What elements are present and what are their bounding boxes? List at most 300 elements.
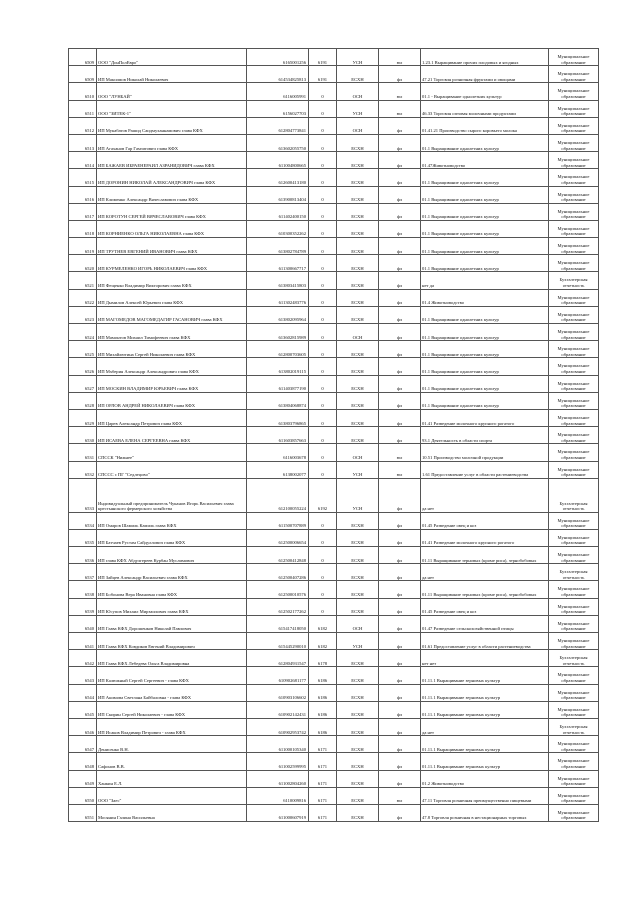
table-row bbox=[69, 478, 599, 512]
row-number: 6523 bbox=[69, 306, 97, 323]
taxpayer-type-cell: фл bbox=[379, 718, 421, 735]
status-cell: Муниципальное образование bbox=[549, 547, 599, 564]
taxpayer-type-cell: фл bbox=[379, 633, 421, 650]
table-row bbox=[69, 100, 599, 117]
inn-cell: 612500010576 bbox=[247, 581, 309, 598]
activity-cell: 01.1 Выращивание однолетних культур bbox=[421, 186, 549, 203]
row-number: 6546 bbox=[69, 718, 97, 735]
taxpayer-type-cell: фл bbox=[379, 598, 421, 615]
oktmo-cell: 6171 bbox=[309, 736, 337, 753]
company-name: ООО "ЗИТЕК-1" bbox=[97, 100, 247, 117]
activity-cell: 01.1 Выращивание однолетних культур bbox=[421, 358, 549, 375]
taxpayer-type-cell: фл bbox=[379, 289, 421, 306]
company-name: СПССС с ПГ "Седлецово" bbox=[97, 461, 247, 478]
row-number: 6540 bbox=[69, 615, 97, 632]
tax-regime-cell: УСН bbox=[337, 49, 379, 66]
company-name: Индивидуальный предприниматель Чуканов Игорь Васильевич глава крестьянского фермерского хозяйства bbox=[97, 478, 247, 512]
oktmo-cell: 6186 bbox=[309, 667, 337, 684]
inn-cell: 611402400150 bbox=[247, 203, 309, 220]
row-number: 6534 bbox=[69, 512, 97, 529]
taxpayer-type-cell: фл bbox=[379, 529, 421, 546]
row-number: 6517 bbox=[69, 203, 97, 220]
table-row bbox=[69, 117, 599, 134]
table-row bbox=[69, 547, 599, 564]
inn-cell: 612800703605 bbox=[247, 341, 309, 358]
inn-cell: 6116003678 bbox=[247, 444, 309, 461]
table-row bbox=[69, 581, 599, 598]
table-row bbox=[69, 392, 599, 409]
row-number: 6530 bbox=[69, 427, 97, 444]
inn-cell: 615445290010 bbox=[247, 633, 309, 650]
oktmo-cell: 0 bbox=[309, 341, 337, 358]
table-row bbox=[69, 134, 599, 151]
oktmo-cell: 0 bbox=[309, 512, 337, 529]
company-name: ИП Глава КФХ Ковдиков Евгений Владимирович bbox=[97, 633, 247, 650]
table-row bbox=[69, 272, 599, 289]
status-cell: Муниципальное образование bbox=[549, 684, 599, 701]
tax-regime-cell: ЕСХН bbox=[337, 701, 379, 718]
taxpayer-type-cell: фл bbox=[379, 66, 421, 83]
oktmo-cell: 6182 bbox=[309, 633, 337, 650]
tax-regime-cell: УСН bbox=[337, 478, 379, 512]
oktmo-cell: 0 bbox=[309, 306, 337, 323]
company-name: ООО "Заес" bbox=[97, 787, 247, 804]
status-cell: Муниципальное образование bbox=[549, 341, 599, 358]
status-cell: Муниципальное образование bbox=[549, 804, 599, 821]
row-number: 6543 bbox=[69, 667, 97, 684]
tax-regime-cell: ЕСХН bbox=[337, 375, 379, 392]
table-row bbox=[69, 375, 599, 392]
activity-cell: 01.1 Выращивание однолетних культур bbox=[421, 169, 549, 186]
inn-cell: 611500707889 bbox=[247, 512, 309, 529]
inn-cell: 613802784789 bbox=[247, 238, 309, 255]
inn-cell: 611002804260 bbox=[247, 770, 309, 787]
status-cell: Муниципальное образование bbox=[549, 633, 599, 650]
inn-cell: 613602815989 bbox=[247, 324, 309, 341]
tax-regime-cell: УСН bbox=[337, 633, 379, 650]
status-cell: Муниципальное образование bbox=[549, 83, 599, 100]
company-name: ИП Фещенко Владимир Викторович глава КФХ bbox=[97, 272, 247, 289]
row-number: 6510 bbox=[69, 83, 97, 100]
activity-cell: 93.1 Деятельность в области спорта bbox=[421, 427, 549, 444]
table-row bbox=[69, 49, 599, 66]
status-cell: Муниципальное образование bbox=[549, 186, 599, 203]
status-cell: Муниципальное образование bbox=[549, 427, 599, 444]
tax-regime-cell: ОСН bbox=[337, 117, 379, 134]
tax-regime-cell: ЕСХН bbox=[337, 427, 379, 444]
taxpayer-type-cell: фл bbox=[379, 547, 421, 564]
status-cell: Муниципальное образование bbox=[549, 461, 599, 478]
tax-regime-cell: ОСН bbox=[337, 615, 379, 632]
status-cell: Муниципальное образование bbox=[549, 100, 599, 117]
company-name: ИП Зайцев Александр Васильевич глава КФХ bbox=[97, 564, 247, 581]
inn-cell: 615417418050 bbox=[247, 615, 309, 632]
company-name: ИП КУРМЕЛЕНКО ИГОРЬ НИКОЛАЕВИЧ глава КФХ bbox=[97, 255, 247, 272]
inn-cell: 611004800665 bbox=[247, 152, 309, 169]
row-number: 6514 bbox=[69, 152, 97, 169]
spreadsheet bbox=[68, 48, 598, 822]
status-cell: Муниципальное образование bbox=[549, 512, 599, 529]
oktmo-cell: 6192 bbox=[309, 478, 337, 512]
status-cell: Бухгалтерская отчетность bbox=[549, 718, 599, 735]
oktmo-cell: 0 bbox=[309, 203, 337, 220]
row-number: 6512 bbox=[69, 117, 97, 134]
row-number: 6548 bbox=[69, 753, 97, 770]
activity-cell: 47.8 Торговля розничная в нестационарных торговых bbox=[421, 804, 549, 821]
inn-cell: 612500407286 bbox=[247, 564, 309, 581]
oktmo-cell: 6171 bbox=[309, 787, 337, 804]
activity-cell: 01.41 Разведение молочного крупного рогатого bbox=[421, 409, 549, 426]
tax-regime-cell: ЕСХН bbox=[337, 564, 379, 581]
tax-regime-cell: ЕСХН bbox=[337, 753, 379, 770]
status-cell: Муниципальное образование bbox=[549, 736, 599, 753]
inn-cell: 610903106602 bbox=[247, 684, 309, 701]
table-row bbox=[69, 358, 599, 375]
taxpayer-type-cell: фл bbox=[379, 392, 421, 409]
oktmo-cell: 0 bbox=[309, 255, 337, 272]
activity-cell: 01.1 Выращивание однолетних культур bbox=[421, 392, 549, 409]
row-number: 6521 bbox=[69, 272, 97, 289]
taxpayer-type-cell: фл bbox=[379, 169, 421, 186]
row-number: 6524 bbox=[69, 324, 97, 341]
company-name: Мосянин Галина Васильевна bbox=[97, 804, 247, 821]
oktmo-cell: 0 bbox=[309, 289, 337, 306]
taxpayer-type-cell: фл bbox=[379, 375, 421, 392]
company-name: ИП Максимов Николай Николаевич bbox=[97, 66, 247, 83]
oktmo-cell: 6186 bbox=[309, 701, 337, 718]
inn-cell: 612500006654 bbox=[247, 529, 309, 546]
table-row bbox=[69, 701, 599, 718]
taxpayer-type-cell: фл bbox=[379, 117, 421, 134]
inn-cell: 612502177262 bbox=[247, 598, 309, 615]
oktmo-cell: 0 bbox=[309, 220, 337, 237]
oktmo-cell: 6171 bbox=[309, 753, 337, 770]
activity-cell: да нет bbox=[421, 564, 549, 581]
taxpayer-type-cell: фл bbox=[379, 272, 421, 289]
row-number: 6551 bbox=[69, 804, 97, 821]
inn-cell: 6165001256 bbox=[247, 49, 309, 66]
table-row bbox=[69, 770, 599, 787]
table-row bbox=[69, 461, 599, 478]
activity-cell: 01.41.21 Производство сырого коровьего молока bbox=[421, 117, 549, 134]
taxpayer-type-cell: фл bbox=[379, 358, 421, 375]
taxpayer-type-cell: фл bbox=[379, 341, 421, 358]
activity-cell: 01.47Животноводство bbox=[421, 152, 549, 169]
company-name: ИП Батчаев Рустам Сайдуллович глава КФХ bbox=[97, 529, 247, 546]
activity-cell: 1.23.1 Выращивание прочих плодовых и ягодных bbox=[421, 49, 549, 66]
oktmo-cell: 0 bbox=[309, 444, 337, 461]
tax-regime-cell: ЕСХН bbox=[337, 529, 379, 546]
taxpayer-type-cell: фл bbox=[379, 152, 421, 169]
company-name: ИП Клименко Александр Вячеславович глава КФХ bbox=[97, 186, 247, 203]
status-cell: Муниципальное образование bbox=[549, 306, 599, 323]
status-cell: Муниципальное образование bbox=[549, 255, 599, 272]
company-name: ИП Агаханов Гар Гамзатович глава КФХ bbox=[97, 134, 247, 151]
row-number: 6522 bbox=[69, 289, 97, 306]
taxpayer-type-cell: фл bbox=[379, 203, 421, 220]
company-name: ИП ТРУТНЕВ ЕВГЕНИЙ ИВАНОВИЧ глава КФХ bbox=[97, 238, 247, 255]
tax-regime-cell: ЕСХН bbox=[337, 220, 379, 237]
activity-cell: 46.33 Торговля оптовая молочными продуктами bbox=[421, 100, 549, 117]
activity-cell: 10.51 Производство молочной продукции bbox=[421, 444, 549, 461]
status-cell: Бухгалтерская отчетность bbox=[549, 478, 599, 512]
tax-regime-cell: ЕСХН bbox=[337, 186, 379, 203]
taxpayer-type-cell: фл bbox=[379, 238, 421, 255]
oktmo-cell: 6191 bbox=[309, 49, 337, 66]
oktmo-cell: 6171 bbox=[309, 804, 337, 821]
status-cell: Муниципальное образование bbox=[549, 701, 599, 718]
table-row bbox=[69, 529, 599, 546]
inn-cell: 6156027703 bbox=[247, 100, 309, 117]
row-number: 6516 bbox=[69, 186, 97, 203]
inn-cell: 611000105340 bbox=[247, 736, 309, 753]
tax-regime-cell: ЕСХН bbox=[337, 804, 379, 821]
company-name: ИП Мамонтов Михаил Тимофеевич глава КФХ bbox=[97, 324, 247, 341]
table-row bbox=[69, 804, 599, 821]
status-cell: Муниципальное образование bbox=[549, 49, 599, 66]
taxpayer-type-cell: фл bbox=[379, 684, 421, 701]
table-row bbox=[69, 427, 599, 444]
tax-regime-cell: ЕСХН bbox=[337, 581, 379, 598]
status-cell: Муниципальное образование bbox=[549, 529, 599, 546]
row-number: 6509 bbox=[69, 66, 97, 83]
row-number: 6518 bbox=[69, 220, 97, 237]
inn-cell: 611603857663 bbox=[247, 427, 309, 444]
row-number: 6542 bbox=[69, 650, 97, 667]
oktmo-cell: 0 bbox=[309, 83, 337, 100]
inn-cell: 613804068874 bbox=[247, 392, 309, 409]
taxpayer-type-cell: юл bbox=[379, 461, 421, 478]
activity-cell: 01.11.1 Выращивание зерновых культур bbox=[421, 736, 549, 753]
status-cell: Муниципальное образование bbox=[549, 134, 599, 151]
tax-regime-cell: ЕСХН bbox=[337, 547, 379, 564]
company-name: СПССК "Нижнее" bbox=[97, 444, 247, 461]
activity-cell: нет да bbox=[421, 272, 549, 289]
status-cell: Муниципальное образование bbox=[549, 152, 599, 169]
table-row bbox=[69, 409, 599, 426]
oktmo-cell: 0 bbox=[309, 409, 337, 426]
oktmo-cell: 0 bbox=[309, 547, 337, 564]
table-row bbox=[69, 341, 599, 358]
tax-regime-cell: ЕСХН bbox=[337, 718, 379, 735]
inn-cell: 613803796865 bbox=[247, 409, 309, 426]
table-row bbox=[69, 787, 599, 804]
table-row bbox=[69, 512, 599, 529]
inn-cell: 611302483776 bbox=[247, 289, 309, 306]
oktmo-cell: 0 bbox=[309, 324, 337, 341]
row-number: 6519 bbox=[69, 238, 97, 255]
table-row bbox=[69, 66, 599, 83]
oktmo-cell: 0 bbox=[309, 186, 337, 203]
taxpayer-type-cell: фл bbox=[379, 409, 421, 426]
taxpayer-type-cell: фл bbox=[379, 306, 421, 323]
status-cell: Бухгалтерская отчетность bbox=[549, 650, 599, 667]
status-cell: Муниципальное образование bbox=[549, 753, 599, 770]
taxpayer-type-cell: фл bbox=[379, 736, 421, 753]
activity-cell: 01.11 Выращивание зерновых (кроме риса), зернобобовых bbox=[421, 547, 549, 564]
taxpayer-type-cell: юл bbox=[379, 444, 421, 461]
taxpayer-type-cell: фл bbox=[379, 324, 421, 341]
status-cell: Муниципальное образование bbox=[549, 667, 599, 684]
tax-regime-cell: ЕСХН bbox=[337, 684, 379, 701]
company-name: ИП Глава КФХ Дорошенков Николай Павлович bbox=[97, 615, 247, 632]
tax-regime-cell: ЕСХН bbox=[337, 255, 379, 272]
status-cell: Муниципальное образование bbox=[549, 358, 599, 375]
inn-cell: 613802019115 bbox=[247, 358, 309, 375]
oktmo-cell: 0 bbox=[309, 581, 337, 598]
row-number: 6533 bbox=[69, 478, 97, 512]
company-name: ИП Акимова Светлана Байбаловна - глава КФХ bbox=[97, 684, 247, 701]
status-cell: Муниципальное образование bbox=[549, 615, 599, 632]
table-row bbox=[69, 667, 599, 684]
taxpayer-type-cell: фл bbox=[379, 701, 421, 718]
company-name: ИП ИСАЕВА ЕЛЕНА СЕРГЕЕВНА глава КФХ bbox=[97, 427, 247, 444]
taxpayer-type-cell: фл bbox=[379, 478, 421, 512]
activity-cell: да нет bbox=[421, 478, 549, 512]
tax-regime-cell: ОСН bbox=[337, 83, 379, 100]
tax-regime-cell: ОСН bbox=[337, 444, 379, 461]
activity-cell: 01.4 Животноводство bbox=[421, 289, 549, 306]
row-number: 6541 bbox=[69, 633, 97, 650]
tax-regime-cell: ЕСХН bbox=[337, 203, 379, 220]
inn-cell: 610300352262 bbox=[247, 220, 309, 237]
inn-cell: 613602055750 bbox=[247, 134, 309, 151]
inn-cell: 612100055224 bbox=[247, 478, 309, 512]
oktmo-cell: 0 bbox=[309, 598, 337, 615]
company-name: ИП Михайлютина Сергей Николаевич глава КФХ bbox=[97, 341, 247, 358]
tax-regime-cell: ЕСХН bbox=[337, 169, 379, 186]
taxpayer-type-cell: юл bbox=[379, 787, 421, 804]
inn-cell: 612804931547 bbox=[247, 650, 309, 667]
table-row bbox=[69, 289, 599, 306]
inn-cell: 611002599995 bbox=[247, 753, 309, 770]
oktmo-cell: 0 bbox=[309, 238, 337, 255]
inn-cell: 613900813404 bbox=[247, 186, 309, 203]
tax-regime-cell: ОСН bbox=[337, 324, 379, 341]
company-name: Ханкин Е.Л. bbox=[97, 770, 247, 787]
status-cell: Бухгалтерская отчетность bbox=[549, 272, 599, 289]
activity-cell: 01.47 Разведение сельскохозяйственной птицы bbox=[421, 615, 549, 632]
tax-regime-cell: ЕСХН bbox=[337, 598, 379, 615]
table-row bbox=[69, 255, 599, 272]
row-number: 6531 bbox=[69, 444, 97, 461]
inn-cell: 611403877190 bbox=[247, 375, 309, 392]
inn-cell: 610902681177 bbox=[247, 667, 309, 684]
row-number: 6539 bbox=[69, 598, 97, 615]
inn-cell: 610902953742 bbox=[247, 718, 309, 735]
row-number: 6538 bbox=[69, 581, 97, 598]
activity-cell: 01.1 Выращивание однолетних культур bbox=[421, 341, 549, 358]
activity-cell: 01.1 Выращивание однолетних культур bbox=[421, 238, 549, 255]
row-number: 6545 bbox=[69, 701, 97, 718]
inn-cell: 612804773841 bbox=[247, 117, 309, 134]
inn-cell: 611000607919 bbox=[247, 804, 309, 821]
row-number: 6537 bbox=[69, 564, 97, 581]
company-name: Сафонов В.В. bbox=[97, 753, 247, 770]
activity-cell: 01.11 Выращивание зерновых (кроме риса), зернобобовых bbox=[421, 581, 549, 598]
activity-cell: 47.11 Торговля розничная преимущественно пищевыми bbox=[421, 787, 549, 804]
table-row bbox=[69, 83, 599, 100]
table-row bbox=[69, 444, 599, 461]
row-number: 6547 bbox=[69, 736, 97, 753]
status-cell: Муниципальное образование bbox=[549, 203, 599, 220]
activity-cell: 01.45 Разведение овец и коз bbox=[421, 598, 549, 615]
status-cell: Муниципальное образование bbox=[549, 375, 599, 392]
taxpayer-type-cell: фл bbox=[379, 220, 421, 237]
taxpayer-type-cell: юл bbox=[379, 83, 421, 100]
row-number: 6515 bbox=[69, 169, 97, 186]
row-number: 6550 bbox=[69, 787, 97, 804]
row-number: 6535 bbox=[69, 529, 97, 546]
tax-regime-cell: ЕСХН bbox=[337, 512, 379, 529]
company-name: Денисенко В.Н. bbox=[97, 736, 247, 753]
row-number: 6532 bbox=[69, 461, 97, 478]
inn-cell: 613803415803 bbox=[247, 272, 309, 289]
tax-regime-cell: ЕСХН bbox=[337, 736, 379, 753]
status-cell: Муниципальное образование bbox=[549, 770, 599, 787]
tax-regime-cell: ЕСХН bbox=[337, 272, 379, 289]
oktmo-cell: 0 bbox=[309, 152, 337, 169]
company-name: ИП ОРЛОВ АНДРЕЙ НИКОЛАЕВИЧ глава КФХ bbox=[97, 392, 247, 409]
tax-regime-cell: ЕСХН bbox=[337, 770, 379, 787]
activity-cell: 01.11.1 Выращивание зерновых культур bbox=[421, 684, 549, 701]
status-cell: Муниципальное образование bbox=[549, 324, 599, 341]
oktmo-cell: 0 bbox=[309, 427, 337, 444]
company-name: ИП Исаков Владимир Петрович - глава КФХ bbox=[97, 718, 247, 735]
row-number: 6549 bbox=[69, 770, 97, 787]
oktmo-cell: 0 bbox=[309, 375, 337, 392]
tax-regime-cell: ЕСХН bbox=[337, 134, 379, 151]
activity-cell: 01.1 - Выращивание однолетних культур bbox=[421, 83, 549, 100]
company-name: ИП Омаров Шамиль Камиль глава КФХ bbox=[97, 512, 247, 529]
oktmo-cell: 0 bbox=[309, 134, 337, 151]
inn-cell: 6138002077 bbox=[247, 461, 309, 478]
company-name: ООО "ДонПолЕвро" bbox=[97, 49, 247, 66]
table-row bbox=[69, 753, 599, 770]
taxpayer-type-cell: юл bbox=[379, 100, 421, 117]
status-cell: Муниципальное образование bbox=[549, 169, 599, 186]
company-name: ИП КОРНИЕНКО ОЛЬГА НИКОЛАЕВНА глава КФХ bbox=[97, 220, 247, 237]
status-cell: Муниципальное образование bbox=[549, 581, 599, 598]
table-row bbox=[69, 684, 599, 701]
inn-cell: 611300667717 bbox=[247, 255, 309, 272]
inn-cell: 613802095964 bbox=[247, 306, 309, 323]
table-row bbox=[69, 718, 599, 735]
company-name: ИП Дымилов Алексей Юрьевич глава КФХ bbox=[97, 289, 247, 306]
inn-cell: 612600413180 bbox=[247, 169, 309, 186]
taxpayer-type-cell: фл bbox=[379, 615, 421, 632]
tax-regime-cell: ЕСХН bbox=[337, 289, 379, 306]
company-name: ИП Мхберия Александр Александрович глава КФХ bbox=[97, 358, 247, 375]
taxpayer-type-cell: юл bbox=[379, 49, 421, 66]
activity-cell: 01.45 Разведение овец и коз bbox=[421, 512, 549, 529]
table-row bbox=[69, 306, 599, 323]
company-name: ООО "ЛУНБАЙ" bbox=[97, 83, 247, 100]
activity-cell: 01.1 Выращивание однолетних культур bbox=[421, 324, 549, 341]
taxpayer-type-cell: фл bbox=[379, 512, 421, 529]
taxpayer-type-cell: фл bbox=[379, 564, 421, 581]
taxpayer-type-cell: фл bbox=[379, 186, 421, 203]
row-number: 6527 bbox=[69, 375, 97, 392]
status-cell: Муниципальное образование bbox=[549, 220, 599, 237]
inn-cell: 6110009816 bbox=[247, 787, 309, 804]
company-name: ИП ДОРОНИН НИКОЛАЙ АЛЕКСАНДРОВИЧ глава КФХ bbox=[97, 169, 247, 186]
row-number: 6509 bbox=[69, 49, 97, 66]
table-row bbox=[69, 615, 599, 632]
table-row bbox=[69, 650, 599, 667]
taxpayer-type-cell: фл bbox=[379, 427, 421, 444]
activity-cell: нет нет bbox=[421, 650, 549, 667]
